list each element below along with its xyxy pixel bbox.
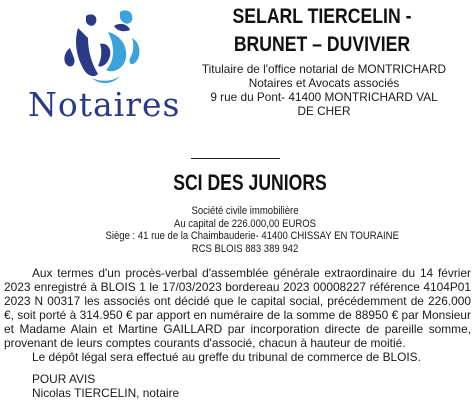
notice-paragraph: Aux termes d'un procès-verbal d'assemblée générale extraordinaire du 14 février 2023 enregistré à BLOIS 1 le 17/03/2023 bordereau 2023 00008227 référence 4104P01 2023 N 00317 les associés ont décidé que le capital social, précédemment de 226.000 €, soit porté à 314.950 € par apport en numéraire de la somme de 88950 € par Monsieur et Madame Alain et Martine GAILLARD par incorporation directe de pareille somme, provenant de leurs comptes courants d'associé, chacun à hauteur de moitié. [4, 266, 471, 350]
notaires-emblem-icon [48, 8, 158, 88]
closing-line: POUR AVIS [32, 372, 96, 386]
notice-closing [32, 372, 179, 400]
notaires-logo [28, 8, 181, 124]
company-line: Au capital de 226.000,00 EUROS [173, 217, 317, 230]
divider [191, 158, 280, 159]
company-line: Siège : 41 rue de la Chaimbauderie- 41400 CHISSAY EN TOURAINE [105, 230, 399, 243]
firm-line: Notaires et Avocats associés [248, 76, 400, 90]
notice-paragraph: Le dépôt légal sera effectué au greffe du tribunal de commerce de BLOIS. [32, 350, 421, 364]
signature-line: Nicolas TIERCELIN, notaire [32, 386, 180, 400]
firm-address-block [180, 62, 468, 118]
firm-name: SELARL TIERCELIN - BRUNET – DUVIVIER [232, 4, 412, 56]
firm-line: 9 rue du Pont- 41400 MONTRICHARD VAL [210, 90, 438, 104]
logo-wordmark: Notaires [28, 85, 181, 124]
company-details [90, 205, 400, 255]
firm-line: Titulaire de l'office notarial de MONTRICHARD [201, 62, 447, 76]
notice-body [4, 266, 471, 364]
company-line: Société civile immobilière [191, 205, 299, 217]
company-line: RCS BLOIS 883 389 942 [191, 242, 299, 255]
firm-line: DE CHER [297, 104, 351, 118]
company-name: SCI DES JUNIORS [173, 170, 327, 195]
